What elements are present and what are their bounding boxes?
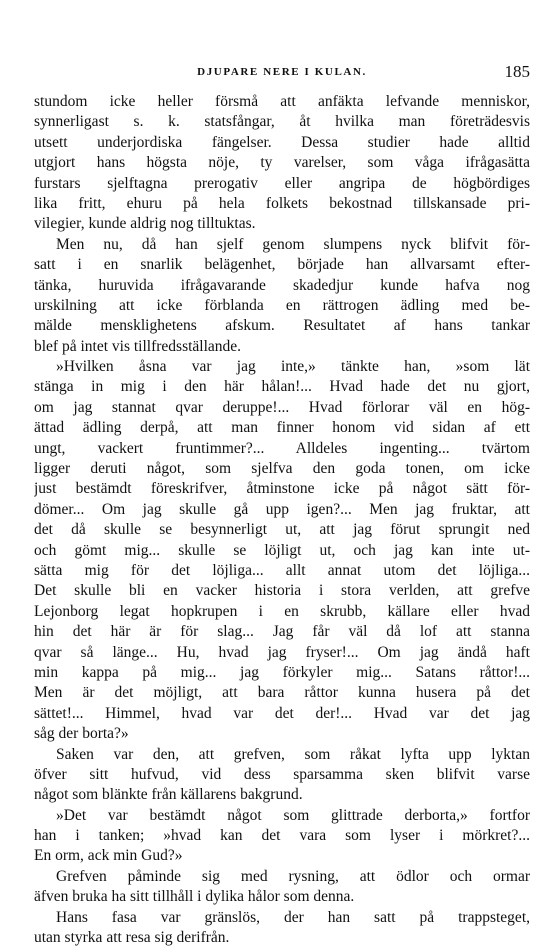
running-head <box>34 62 530 86</box>
text-line: Det skulle bli en vacker historia i stora verlden, att grefve <box>34 582 530 600</box>
text-line: sättet!... Himmel, hvad var det der!... Hvad var det jag <box>34 704 530 722</box>
body-text <box>34 92 530 948</box>
text-line: såg der borta?» <box>34 725 129 743</box>
text-line: En orm, ack min Gud?» <box>34 847 183 865</box>
text-line: utsett underjordiska fängelser. Dessa studier hade alltid <box>34 133 530 151</box>
text-line: Men nu, då han sjelf genom slumpens nyck blifvit för- <box>56 235 530 253</box>
text-line: Saken var den, att grefven, som råkat lyfta upp lyktan <box>56 745 530 763</box>
text-line: stundom icke heller försmå att anfäkta lefvande menniskor, <box>34 93 530 110</box>
text-line: sätta mig för det löjliga... allt annat utom det löjliga... <box>34 561 530 579</box>
text-line: ättad ädling derpå, att man finner honom vid sidan af ett <box>34 419 530 437</box>
text-line: urskilning att icke förblanda en rättrogen ädling med be- <box>34 296 530 314</box>
text-line: vilegier, kunde aldrig nog tilltuktas. <box>34 215 256 233</box>
text-line: synnerligast s. k. statsfångar, åt hvilka man företrädesvis <box>34 113 530 131</box>
text-line: mälde mensklighetens afskum. Resultatet af hans tankar <box>34 317 530 335</box>
text-line: något som blänkte från källarens bakgrund. <box>34 786 303 804</box>
text-line: satt i en snarlik belägenhet, började han allvarsamt efter- <box>34 256 530 274</box>
text-line: Men är det möjligt, att bara råttor kunna husera på det <box>34 684 530 702</box>
text-line: utgjort hans högsta nöje, ty varelser, som våga ifrågasätta <box>34 154 530 172</box>
text-line: ungt, vackert fruntimmer?... Alldeles ingenting... tvärtom <box>34 439 530 457</box>
text-line: furstars sjelftagna prerogativ eller angripa de högbördiges <box>34 174 530 192</box>
text-line: stänga in mig i den här hålan!... Hvad hade det nu gjort, <box>34 378 530 396</box>
text-line: min kappa på mig... jag förkyler mig... Satans råttor!... <box>34 663 530 681</box>
text-line: qvar så länge... Hu, hvad jag fryser!... Om jag ändå haft <box>34 643 530 661</box>
text-line: just bestämdt föreskrifver, åtminstone icke på något sätt för- <box>34 480 530 498</box>
text-line: tänka, huruvida ifrågavarande skadedjur kunde hafva nog <box>34 276 530 294</box>
text-line: och gömt mig... skulle se löjligt ut, och jag kan inte ut- <box>34 541 530 559</box>
text-line: han i tanken; »hvad kan det vara som lyser i mörkret?... <box>34 827 530 845</box>
text-line: Lejonborg legat hopkrupen i en skrubb, källare eller hvad <box>34 602 530 620</box>
text-line: hin det här är för slag... Jag får väl då lof att stanna <box>34 623 530 641</box>
text-line: Grefven påminde sig med rysning, att ödlor och ormar <box>56 867 530 885</box>
text-line: ligger deruti något, som sjelfva den goda tonen, om icke <box>34 460 530 478</box>
text-line: »Hvilken åsna var jag inte,» tänkte han, »som lät <box>56 358 530 376</box>
text-line: öfver sitt hufvud, vid dess sparsamma sken blifvit varse <box>34 765 530 783</box>
text-line: äfven bruka ha sitt tillhåll i dylika hålor som denna. <box>34 888 355 906</box>
text-line: Hans fasa var gränslös, der han satt på trappsteget, <box>56 908 530 926</box>
text-line: om jag stannat qvar deruppe!... Hvad förlorar väl en hög- <box>34 398 530 416</box>
text-line: det då skulle se besynnerligt ut, att jag förut sprungit ned <box>34 521 530 539</box>
text-line: blef på intet vis tillfredsställande. <box>34 337 242 355</box>
text-line: lika fritt, ehuru på hela folkets bekostnad tillskansade pri- <box>34 194 530 212</box>
text-line: »Det var bestämdt något som glittrade derborta,» fortfor <box>56 806 530 824</box>
page-number: 185 <box>504 62 530 81</box>
text-line: dömer... Om jag skulle gå upp igen?... Men jag fruktar, att <box>34 500 530 518</box>
text-line: utan styrka att resa sig derifrån. <box>34 929 230 947</box>
running-title: DJUPARE NERE I KULAN. <box>197 66 367 78</box>
